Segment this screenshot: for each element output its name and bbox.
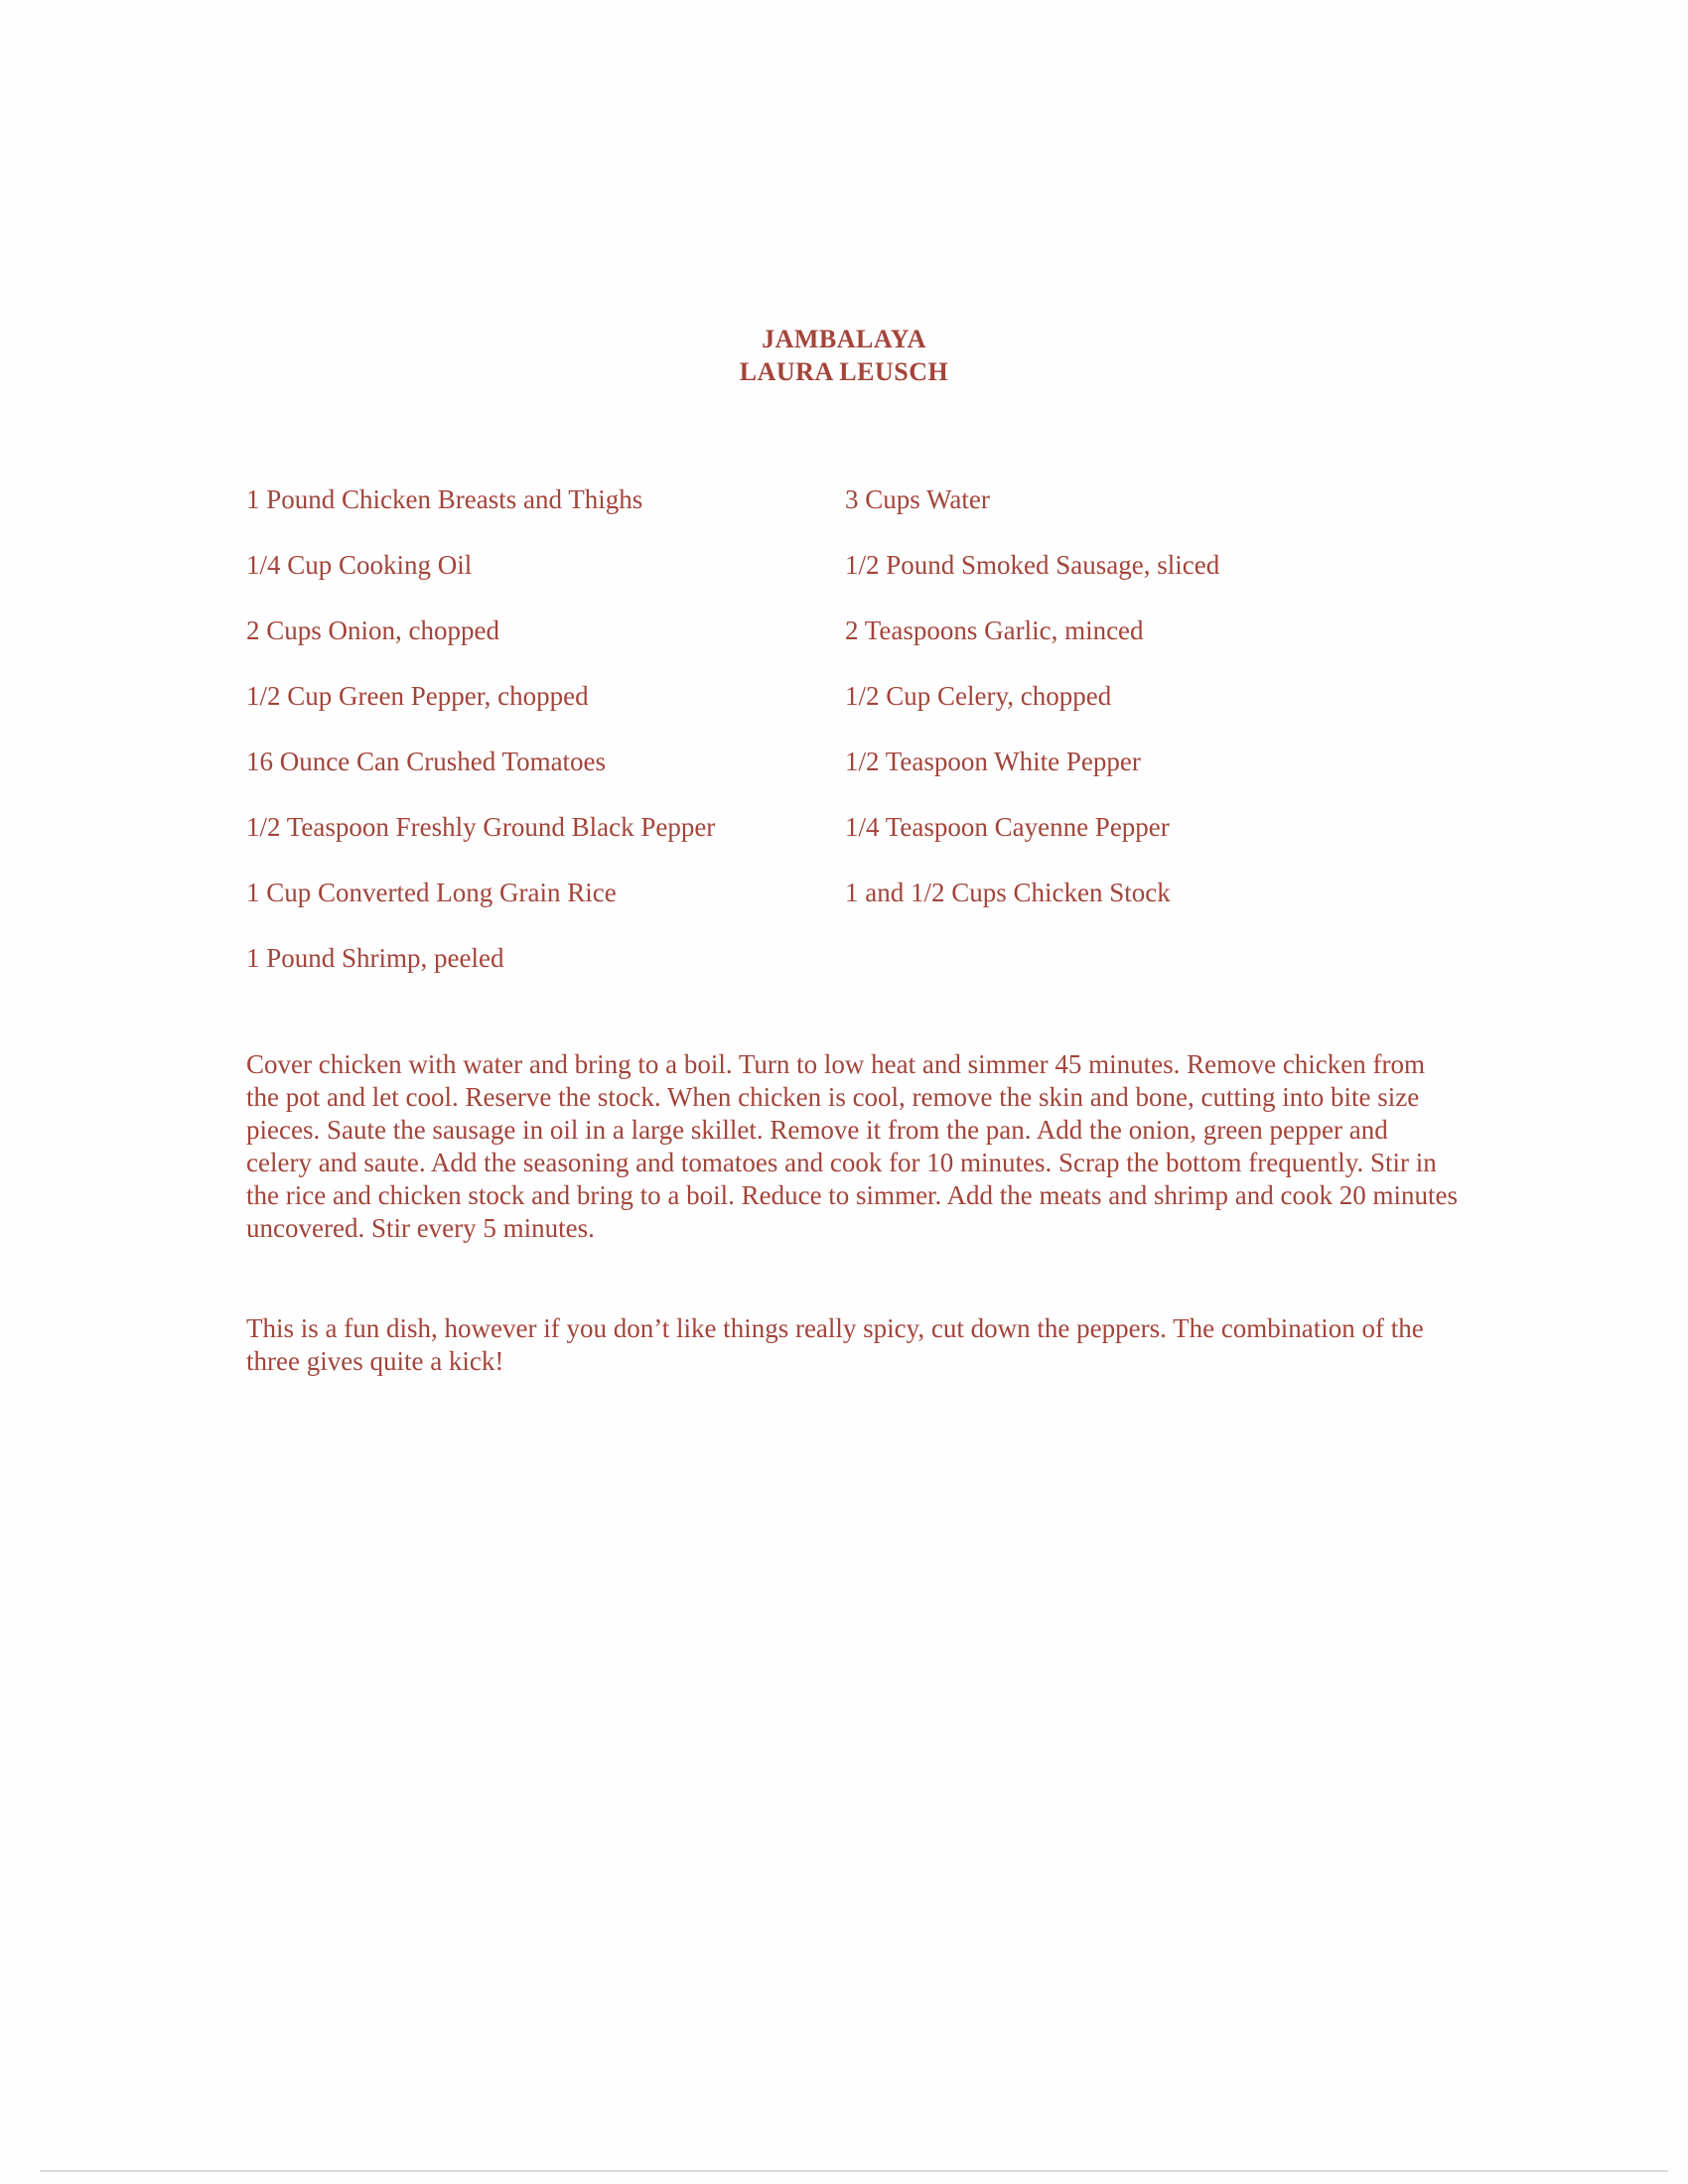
- recipe-header: [0, 323, 1688, 388]
- ingredient-item: 1 Pound Chicken Breasts and Thighs: [246, 484, 643, 514]
- recipe-author: LAURA LEUSCH: [739, 357, 949, 386]
- ingredient-item: 1 and 1/2 Cups Chicken Stock: [845, 878, 1171, 907]
- ingredient-item: 1/4 Cup Cooking Oil: [246, 550, 473, 580]
- ingredient-item: 1/2 Pound Smoked Sausage, sliced: [845, 550, 1220, 580]
- ingredient-item: 1/2 Teaspoon White Pepper: [845, 747, 1141, 776]
- ingredient-item: 1/2 Cup Celery, chopped: [845, 681, 1112, 711]
- page-bottom-edge: [40, 2170, 1668, 2172]
- ingredient-item: 2 Teaspoons Garlic, minced: [845, 615, 1144, 645]
- ingredient-item: 1 Pound Shrimp, peeled: [246, 943, 504, 973]
- recipe-instructions: Cover chicken with water and bring to a boil. Turn to low heat and simmer 45 minutes. Remove chicken from the pot and let cool. Reserve the stock. When chicken is cool, remove the skin and bone, cutting into bite size pieces. Saute the sausage in oil in a large skillet. Remove it from the pan. Add the onion, green pepper and celery and saute. Add the seasoning and tomatoes and cook for 10 minutes. Scrap the bottom frequently. Stir in the rice and chicken stock and bring to a boil. Reduce to simmer. Add the meats and shrimp and cook 20 minutes uncovered. Stir every 5 minutes.: [246, 1049, 1458, 1243]
- ingredient-item: 1/2 Teaspoon Freshly Ground Black Pepper: [246, 812, 716, 842]
- ingredient-item: 1 Cup Converted Long Grain Rice: [246, 878, 617, 907]
- recipe-note: This is a fun dish, however if you don’t like things really spicy, cut down the peppers. The combination of the three gives quite a kick!: [246, 1313, 1424, 1376]
- ingredient-item: 3 Cups Water: [845, 484, 990, 514]
- ingredient-item: 1/4 Teaspoon Cayenne Pepper: [845, 812, 1170, 842]
- ingredient-item: 1/2 Cup Green Pepper, chopped: [246, 681, 589, 711]
- ingredient-item: 16 Ounce Can Crushed Tomatoes: [246, 747, 607, 776]
- recipe-title: JAMBALAYA: [762, 325, 926, 353]
- ingredient-item: 2 Cups Onion, chopped: [246, 615, 499, 645]
